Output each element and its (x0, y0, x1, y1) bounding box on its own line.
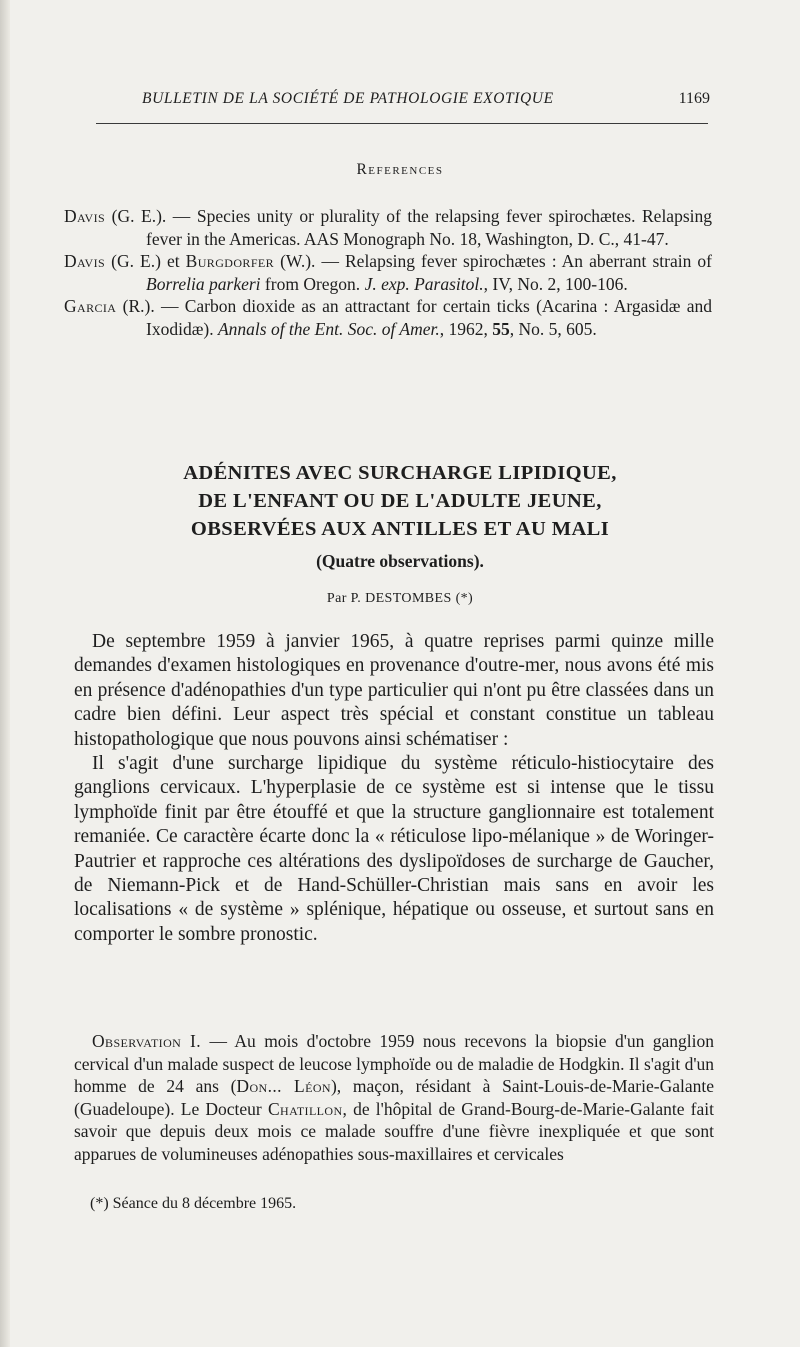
reference-item (64, 205, 712, 250)
ref-text: from Oregon. (260, 273, 365, 294)
footnote: (*) Séance du 8 décembre 1965. (90, 1195, 297, 1212)
ref-journal: J. exp. Parasitol. (364, 273, 484, 294)
doctor-name: Chatillon (267, 1098, 343, 1119)
observation-label: Observation I. (92, 1031, 202, 1051)
ref-text: (R.). — Carbon dioxide as an attractant for certain ticks (Acarina : Argasidæ and Ixodidæ). (116, 296, 712, 339)
ref-author: Garcia (64, 296, 117, 316)
header-rule (96, 123, 708, 124)
references-list (64, 205, 712, 340)
article-body (74, 630, 714, 947)
ref-text: (G. E.). — Species unity or plurality of the relapsing fever spirochætes. Relapsing fever in the Americas. AAS Monograph No. 18, Washington, D. C., 41-47. (105, 206, 712, 249)
page-header (90, 90, 710, 112)
observation-text: ), maçon, résidant à Saint-Louis-de-Marie-Galante (Guadeloupe). Le Docteur (74, 1076, 714, 1119)
page-number: 1169 (678, 90, 710, 107)
ref-author: Davis (64, 251, 106, 271)
ref-journal: Annals of the Ent. Soc. of Amer. (217, 318, 440, 339)
patient-name: Don... Léon (236, 1076, 331, 1096)
body-paragraph: De septembre 1959 à janvier 1965, à quatre reprises parmi quinze mille demandes d'examen histologiques en provenance d'outre-mer, nous avons été mis en présence d'adénopathies d'un type particulier qui n'ont pu être classées dans un cadre bien défini. Leur aspect très spécial et constant constitue un tableau histopathologique que nous pouvons ainsi schématiser : (74, 631, 714, 750)
observation-text: — Au mois d'octobre 1959 nous recevons la biopsie d'un ganglion cervical d'un malade suspect de leucose lymphoïde ou de maladie de Hodgkin. Il s'agit d'un homme de 24 ans ( (74, 1031, 714, 1096)
ref-species: Borrelia parkeri (146, 273, 261, 294)
observation-section (74, 1030, 714, 1165)
body-paragraph: Il s'agit d'une surcharge lipidique du système réticulo-histiocytaire des ganglions cervicaux. L'hyperplasie de ce système est si intense que le tissu lymphoïde finit par être étouffé et que la structure ganglionnaire est totalement remaniée. Ce caractère écarte donc la « réticulose lipo-mélanique » de Woringer-Pautrier et rapproche ces altérations des dyslipoïdoses de surcharge de Gaucher, de Niemann-Pick et de Hand-Schüller-Christian mais sans en avoir les localisations « de système » splénique, hépatique ou osseuse, et surtout sans en comporter le sombre pronostic. (74, 753, 714, 945)
ref-text: (G. E.) et (105, 251, 186, 271)
observation-paragraph (74, 1030, 714, 1165)
reference-item (64, 295, 712, 340)
title-line: DE L'ENFANT OU DE L'ADULTE JEUNE, (198, 490, 602, 512)
ref-author: Burgdorfer (185, 251, 275, 271)
running-title: BULLETIN DE LA SOCIÉTÉ DE PATHOLOGIE EXOTIQUE (142, 90, 554, 107)
ref-text: , IV, No. 2, 100-106. (483, 273, 628, 294)
reference-item (64, 250, 712, 295)
article-title (0, 459, 800, 543)
observation-text: , de l'hôpital de Grand-Bourg-de-Marie-Galante fait savoir que depuis deux mois ce malade souffre d'une fièvre inexpliquée et que sont apparues de volumineuses adénopathies sous-maxillaires et cervicales (74, 1098, 714, 1164)
references-heading: References (356, 161, 444, 178)
article-subtitle: (Quatre observations). (316, 551, 484, 571)
title-line: ADÉNITES AVEC SURCHARGE LIPIDIQUE, (183, 462, 617, 484)
page-edge-shadow (0, 0, 10, 1347)
ref-text: (W.). — Relapsing fever spirochætes : An aberrant strain of (274, 251, 712, 271)
ref-volume: 55 (492, 318, 510, 339)
ref-text: , No. 5, 605. (509, 318, 597, 339)
ref-author: Davis (64, 206, 106, 226)
ref-text: , 1962, (439, 318, 493, 339)
article-author: Par P. DESTOMBES (*) (326, 591, 474, 606)
title-line: OBSERVÉES AUX ANTILLES ET AU MALI (190, 518, 610, 540)
